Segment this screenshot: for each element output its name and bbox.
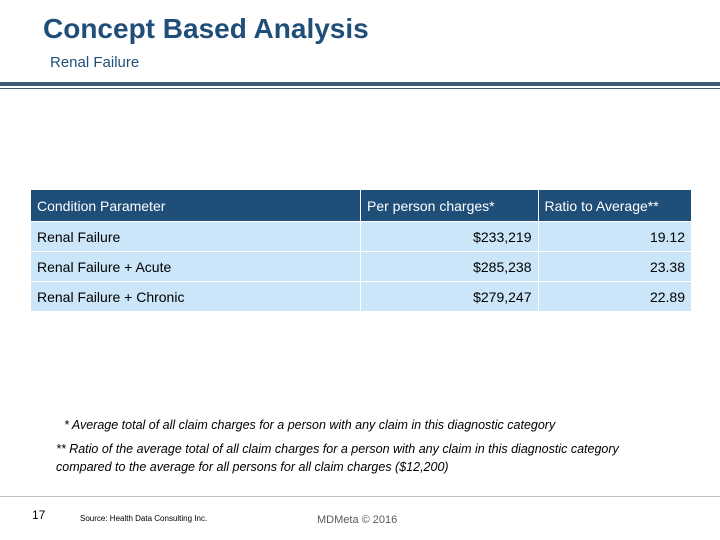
charges-cell: $279,247 [360, 282, 538, 312]
condition-cell: Renal Failure [31, 222, 360, 252]
ratio-cell: 23.38 [538, 252, 691, 282]
column-header-ratio: Ratio to Average** [538, 190, 691, 222]
column-header-condition: Condition Parameter [31, 190, 360, 222]
footer-divider [0, 496, 720, 497]
footnote-ratio: ** Ratio of the average total of all claim charges for a person with any claim in this diagnostic category compared to the average for all persons for all claim charges ($12,200) [56, 442, 619, 474]
charges-cell: $233,219 [360, 222, 538, 252]
page-subtitle: Renal Failure [50, 54, 140, 71]
page-title: Concept Based Analysis [43, 13, 369, 44]
footnote-charges: * Average total of all claim charges for a person with any claim in this diagnostic category [64, 418, 556, 432]
ratio-cell: 22.89 [538, 282, 691, 312]
copyright-text: MDMeta © 2016 [317, 514, 398, 526]
table-row [31, 222, 691, 252]
table-header-row [31, 190, 691, 222]
table-row [31, 252, 691, 282]
source-text: Source: Health Data Consulting Inc. [80, 514, 208, 523]
page-number: 17 [32, 508, 46, 522]
ratio-cell: 19.12 [538, 222, 691, 252]
condition-cell: Renal Failure + Chronic [31, 282, 360, 312]
header-divider [0, 82, 720, 86]
column-header-charges: Per person charges* [360, 190, 538, 222]
table-row [31, 282, 691, 312]
charges-table [31, 190, 691, 311]
charges-cell: $285,238 [360, 252, 538, 282]
header-divider-thin [0, 88, 720, 89]
condition-cell: Renal Failure + Acute [31, 252, 360, 282]
